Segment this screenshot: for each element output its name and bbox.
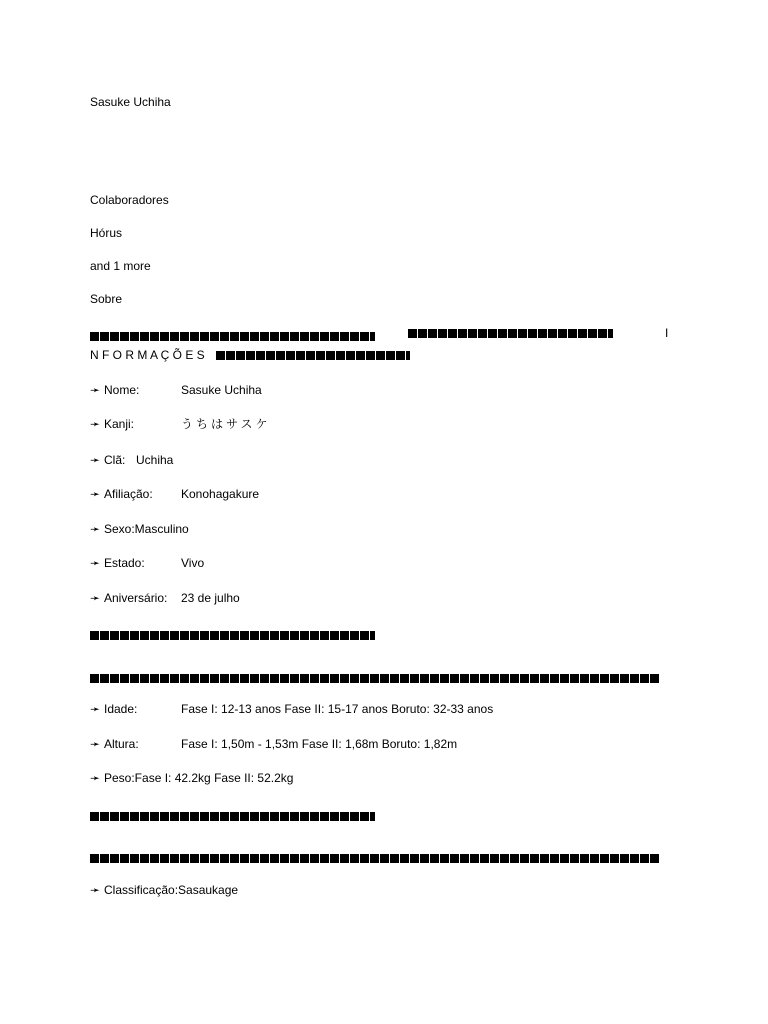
collaborators-label: Colaboradores xyxy=(90,193,169,207)
divider-bar xyxy=(90,332,375,341)
document-title: Sasuke Uchiha xyxy=(90,95,171,109)
field-label: Estado: xyxy=(104,556,145,570)
field-kanji xyxy=(90,417,271,431)
field-value: Konohagakure xyxy=(181,487,260,501)
field-value: うちはサスケ xyxy=(181,417,271,431)
arrow-icon: ➛ xyxy=(90,453,101,467)
field-cla xyxy=(90,453,174,467)
info-heading-start: I xyxy=(665,326,669,340)
arrow-icon: ➛ xyxy=(90,883,101,897)
arrow-icon: ➛ xyxy=(90,702,101,716)
collaborator-more: and 1 more xyxy=(90,259,151,273)
arrow-icon: ➛ xyxy=(90,417,101,431)
divider-bar xyxy=(90,674,660,683)
field-label: Kanji: xyxy=(104,417,135,431)
info-heading xyxy=(90,348,205,362)
field-aniversario xyxy=(90,591,240,605)
divider-bar xyxy=(408,329,613,338)
field-value: Vivo xyxy=(181,556,205,570)
field-label: Peso:Fase I: 42.2kg Fase II: 52.2kg xyxy=(104,771,294,785)
arrow-icon: ➛ xyxy=(90,487,101,501)
field-sexo xyxy=(90,522,189,536)
field-label: Aniversário: xyxy=(104,591,168,605)
arrow-icon: ➛ xyxy=(90,737,101,751)
field-value: 23 de julho xyxy=(181,591,240,605)
field-value: Sasuke Uchiha xyxy=(181,383,262,397)
arrow-icon: ➛ xyxy=(90,383,101,397)
field-nome xyxy=(90,383,262,397)
arrow-icon: ➛ xyxy=(90,771,101,785)
field-label: Afiliação: xyxy=(104,487,153,501)
divider-bar xyxy=(90,854,660,863)
field-value: Uchiha xyxy=(136,453,174,467)
divider-bar xyxy=(216,351,410,360)
field-label: Clã: xyxy=(104,453,126,467)
divider-bar xyxy=(90,631,375,640)
arrow-icon: ➛ xyxy=(90,591,101,605)
field-estado xyxy=(90,556,205,570)
field-label: Sexo:Masculino xyxy=(104,522,189,536)
field-label: Altura: xyxy=(104,737,139,751)
field-afiliacao xyxy=(90,487,260,501)
field-value: Fase I: 12-13 anos Fase II: 15-17 anos Boruto: 32-33 anos xyxy=(181,702,494,716)
field-label: Classificação:Sasaukage xyxy=(104,883,239,897)
about-label: Sobre xyxy=(90,292,123,306)
field-label: Nome: xyxy=(104,383,140,397)
collaborator-name: Hórus xyxy=(90,226,123,240)
field-value: Fase I: 1,50m - 1,53m Fase II: 1,68m Boruto: 1,82m xyxy=(181,737,458,751)
arrow-icon: ➛ xyxy=(90,556,101,570)
arrow-icon: ➛ xyxy=(90,522,101,536)
field-altura xyxy=(90,737,458,751)
info-heading-text: N F O R M A Ç Õ E S xyxy=(90,348,205,362)
field-peso xyxy=(90,771,293,785)
field-label: Idade: xyxy=(104,702,138,716)
field-idade xyxy=(90,702,494,716)
divider-bar xyxy=(90,812,375,821)
field-classificacao xyxy=(90,883,238,897)
